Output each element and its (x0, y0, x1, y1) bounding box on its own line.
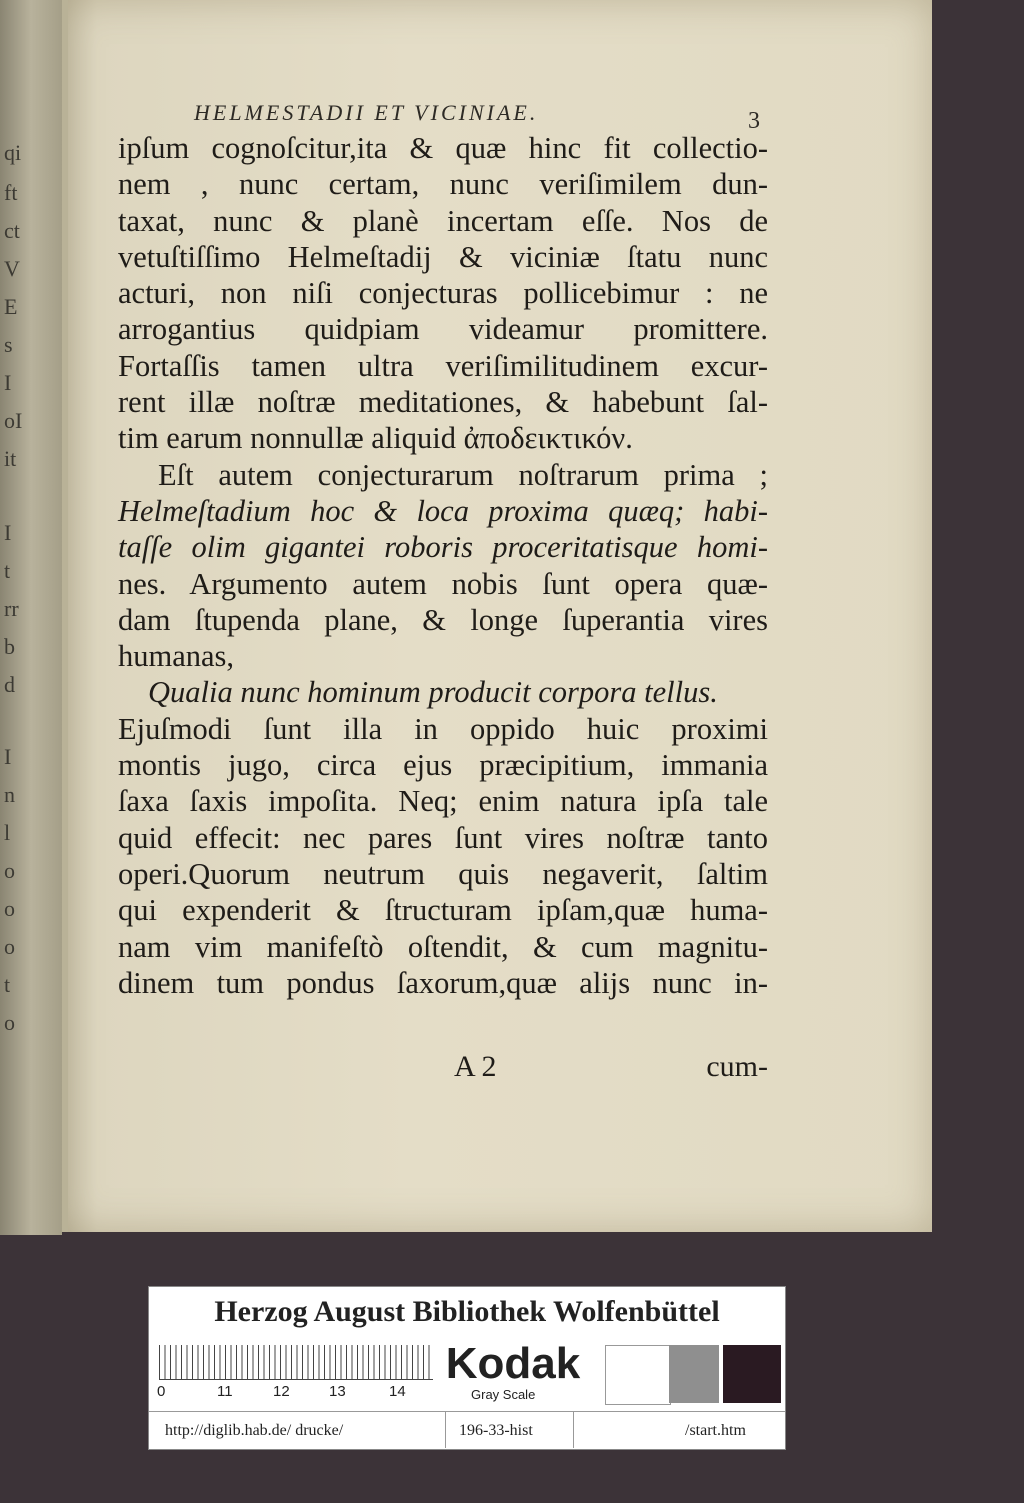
text-line: humanas, (118, 639, 235, 674)
catchword: cum- (706, 1050, 768, 1083)
left-fragment: n (4, 782, 15, 807)
url-prefix: http://diglib.hab.de/ drucke/ (165, 1422, 344, 1439)
text-line: dam ſtupenda plane, & longe ſuperantia vires (118, 602, 768, 637)
ruler-number: 11 (217, 1383, 233, 1400)
page-number: 3 (748, 108, 760, 134)
text-line: acturi, non niſi conjecturas pollicebimur : ne (118, 276, 768, 311)
gray-swatch (669, 1345, 719, 1403)
text-line: Ejuſmodi ſunt illa in oppido huic proximi (118, 711, 768, 746)
color-target (148, 1286, 786, 1450)
url-suffix: /start.htm (685, 1422, 746, 1439)
left-fragment: s (4, 332, 13, 357)
page-footer (118, 1050, 768, 1090)
text-line: Fortaſſis tamen ultra veriſimilitudinem excur- (118, 348, 768, 383)
ruler-number: 0 (157, 1383, 166, 1400)
left-fragment: it (4, 446, 17, 471)
gray-scale-label: Gray Scale (471, 1387, 536, 1402)
left-fragment: I (4, 744, 12, 769)
left-fragment: d (4, 672, 15, 697)
verse-line: Qualia nunc hominum producit corpora tellus. (148, 675, 718, 710)
text-line: Eſt autem conjecturarum noſtrarum prima ; (158, 457, 768, 492)
body-text (118, 130, 768, 1001)
ruler-number: 14 (389, 1383, 406, 1400)
left-fragment: t (4, 558, 11, 583)
text-line: nem , nunc certam, nunc veriſimilem dun- (118, 167, 768, 202)
black-swatch (723, 1345, 781, 1403)
white-swatch (605, 1345, 671, 1405)
signature-mark: A 2 (454, 1050, 497, 1083)
page-gutter (62, 0, 68, 1232)
shelfmark: 196-33-hist (459, 1422, 533, 1439)
left-fragment: t (4, 972, 11, 997)
text-line: dinem tum pondus ſaxorum,quæ alijs nunc in- (118, 965, 768, 1000)
left-fragment: o (4, 934, 15, 959)
left-fragment: ft (4, 180, 18, 205)
text-line: tim earum nonnullæ aliquid ἀποδεικτικόν. (118, 421, 633, 456)
text-line: ſaxa ſaxis impoſita. Neq; enim natura ipſa tale (118, 784, 768, 819)
left-fragment: E (4, 294, 18, 319)
text-line: quid effecit: nec pares ſunt vires noſtræ tanto (118, 820, 768, 855)
text-line: montis jugo, circa ejus præcipitium, immania (118, 748, 768, 783)
left-fragment: l (4, 820, 11, 845)
ruler-scale (159, 1345, 433, 1380)
kodak-logo: Kodak (445, 1339, 581, 1388)
left-fragment: b (4, 634, 15, 659)
url-bar (149, 1411, 785, 1448)
left-fragment: ct (4, 218, 20, 243)
text-line: nam vim manifeſtò oſtendit, & cum magnitu- (118, 929, 768, 964)
facing-page-edge (0, 0, 62, 1235)
ruler-number: 12 (273, 1383, 290, 1400)
text-line: rent illæ noſtræ meditationes, & habebunt ſal- (118, 385, 768, 420)
left-fragment: V (4, 256, 20, 281)
text-line: ipſum cognoſcitur,ita & quæ hinc fit collectio- (118, 131, 768, 165)
divider (573, 1412, 574, 1448)
running-head: HELMESTADII ET VICINIAE. (194, 100, 539, 125)
left-fragment: rr (4, 596, 19, 621)
text-line: arrogantius quidpiam videamur promittere. (118, 312, 768, 347)
text-line: Helmeſtadium hoc & loca proxima quæq; habi- (118, 493, 768, 528)
left-fragment: qi (4, 140, 22, 165)
text-line: vetuſtiſſimo Helmeſtadij & viciniæ ſtatu nunc (118, 239, 768, 274)
text-line: qui expenderit & ſtructuram ipſam,quæ huma- (118, 893, 768, 928)
left-fragment: oI (4, 408, 23, 433)
left-fragment: o (4, 896, 15, 921)
divider (445, 1412, 446, 1448)
text-line: taſſe olim gigantei roboris proceritatisque homi- (118, 530, 768, 565)
left-fragment: I (4, 370, 12, 395)
library-name: Herzog August Bibliothek Wolfenbüttel (214, 1295, 720, 1328)
left-fragment: o (4, 858, 15, 883)
text-line: nes. Argumento autem nobis ſunt opera quæ- (118, 566, 768, 601)
left-fragment: I (4, 520, 12, 545)
ruler-number: 13 (329, 1383, 346, 1400)
left-fragment: o (4, 1010, 15, 1035)
text-line: taxat, nunc & planè incertam eſſe. Nos de (118, 203, 768, 238)
text-line: operi.Quorum neutrum quis negaverit, ſaltim (118, 856, 768, 891)
ruler-numbers (157, 1383, 437, 1405)
